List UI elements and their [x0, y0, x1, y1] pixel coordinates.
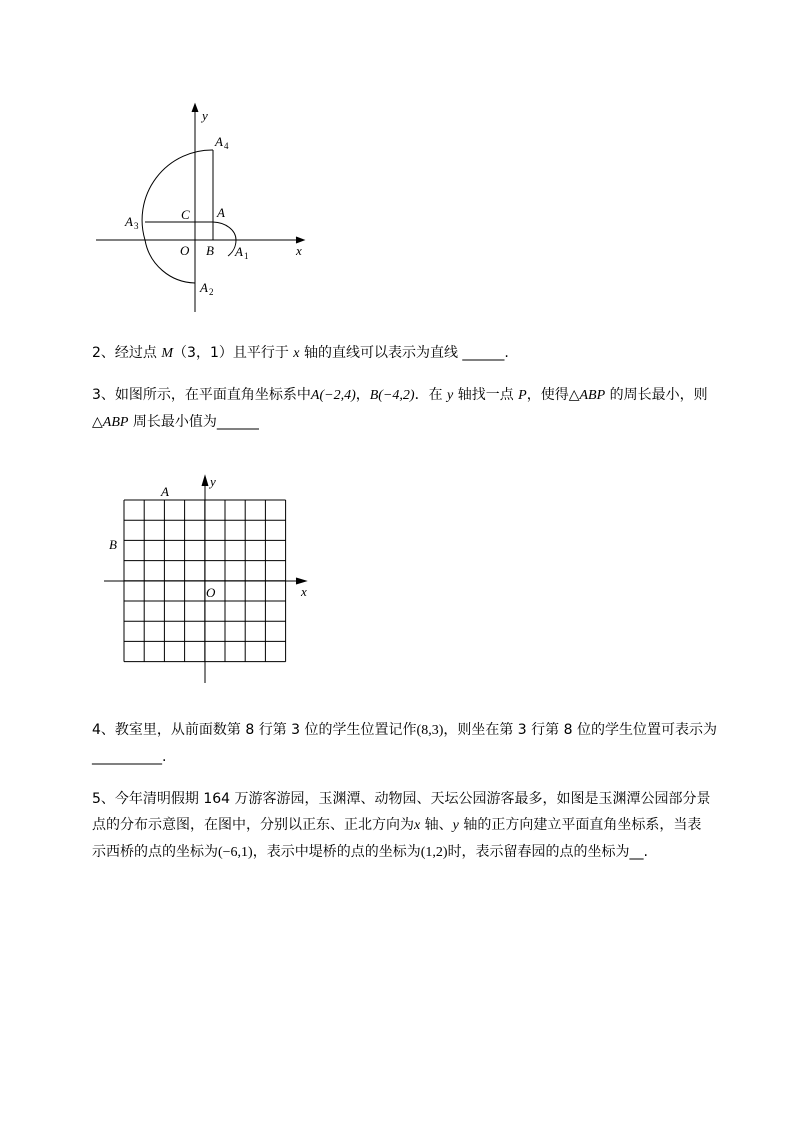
question-2 [92, 340, 742, 367]
label-a4: A [215, 134, 223, 149]
q2-point-m: M [161, 346, 174, 361]
q5-line-2b: 轴、 [420, 817, 453, 833]
label-b: B [206, 243, 214, 258]
grid-label-b: B [109, 537, 117, 552]
q5-line-3b: ，表示中堤桥的点的坐标为 [252, 844, 421, 860]
label-a: A [217, 205, 225, 220]
q3-text-1: 3、如图所示，在平面直角坐标系中 [92, 387, 311, 403]
question-3 [92, 382, 742, 436]
q5-line-1: 5、今年清明假期 164 万游客游园，玉渊潭、动物园、天坛公园游客最多，如图是玉渊潭公园部分景 [92, 791, 711, 807]
label-c: C [181, 207, 190, 222]
q3-triangle-2: ABP [102, 415, 129, 430]
question-4 [92, 717, 742, 770]
label-a3-sub: 3 [134, 221, 139, 231]
q3-text-3: 轴找一点 [453, 387, 519, 403]
q3-point-p: P [518, 388, 527, 403]
q5-y: y [452, 818, 459, 833]
q5-x: x [414, 818, 421, 833]
q4-coord: (8,3) [416, 723, 444, 738]
question-5 [92, 786, 742, 866]
y-axis-label: y [202, 108, 208, 123]
q2-text-3: 轴的直线可以表示为直线 ______. [299, 345, 509, 361]
q5-line-2a: 点的分布示意图，在图中，分别以正东、正北方向为 [92, 817, 414, 833]
label-a2: A [200, 280, 208, 295]
label-a1: A [235, 244, 243, 259]
q5-line-2c: 轴的正方向建立平面直角坐标系，当表 [458, 817, 702, 833]
y-axis-arrow [202, 476, 208, 486]
q4-text-1: 4、教室里，从前面数第 8 行第 3 位的学生位置记作 [92, 722, 417, 738]
q3-sep: ， [355, 387, 370, 403]
q3-text-4: ，使得△ [526, 387, 580, 403]
q2-text-2: （3，1）且平行于 [173, 345, 294, 361]
q3-text-6: △ [92, 414, 103, 430]
arc-small [213, 222, 236, 256]
label-a3: A [125, 214, 133, 229]
q3-text-2: ．在 [414, 387, 448, 403]
grid-x-label: x [301, 584, 307, 599]
q3-point-a: A(−2,4) [310, 388, 356, 403]
label-a2-sub: 2 [209, 287, 214, 297]
q4-text-2: ，则坐在第 3 行第 8 位的学生位置可表示为 [443, 722, 717, 738]
q2-text-1: 2、经过点 [92, 345, 162, 361]
figure-spiral-points [90, 100, 330, 320]
q5-line-3c: 时，表示留春园的点的坐标为__. [447, 844, 649, 860]
label-o: O [180, 243, 190, 258]
q5-line-3a: 示西桥的点的坐标为 [92, 844, 218, 860]
q3-text-5: 的周长最小，则 [605, 387, 708, 403]
q5-coord-1: (−6,1) [218, 845, 253, 860]
semicircle-large [142, 150, 213, 283]
grid-label-a: A [161, 484, 169, 499]
q5-coord-2: (1,2) [420, 845, 448, 860]
figure-grid [100, 470, 320, 690]
label-a1-sub: 1 [244, 251, 249, 261]
grid-label-o: O [206, 585, 216, 600]
q2-x: x [293, 346, 300, 361]
grid-y-label: y [210, 474, 216, 489]
q3-point-b: B(−4,2) [369, 388, 415, 403]
q4-blank: __________. [92, 749, 167, 765]
q3-text-7: 周长最小值为______ [128, 414, 259, 430]
x-axis-label: x [296, 243, 302, 258]
y-axis-arrow [192, 104, 198, 112]
label-a4-sub: 4 [224, 141, 229, 151]
q3-triangle-1: ABP [579, 388, 606, 403]
q3-y: y [447, 388, 454, 403]
